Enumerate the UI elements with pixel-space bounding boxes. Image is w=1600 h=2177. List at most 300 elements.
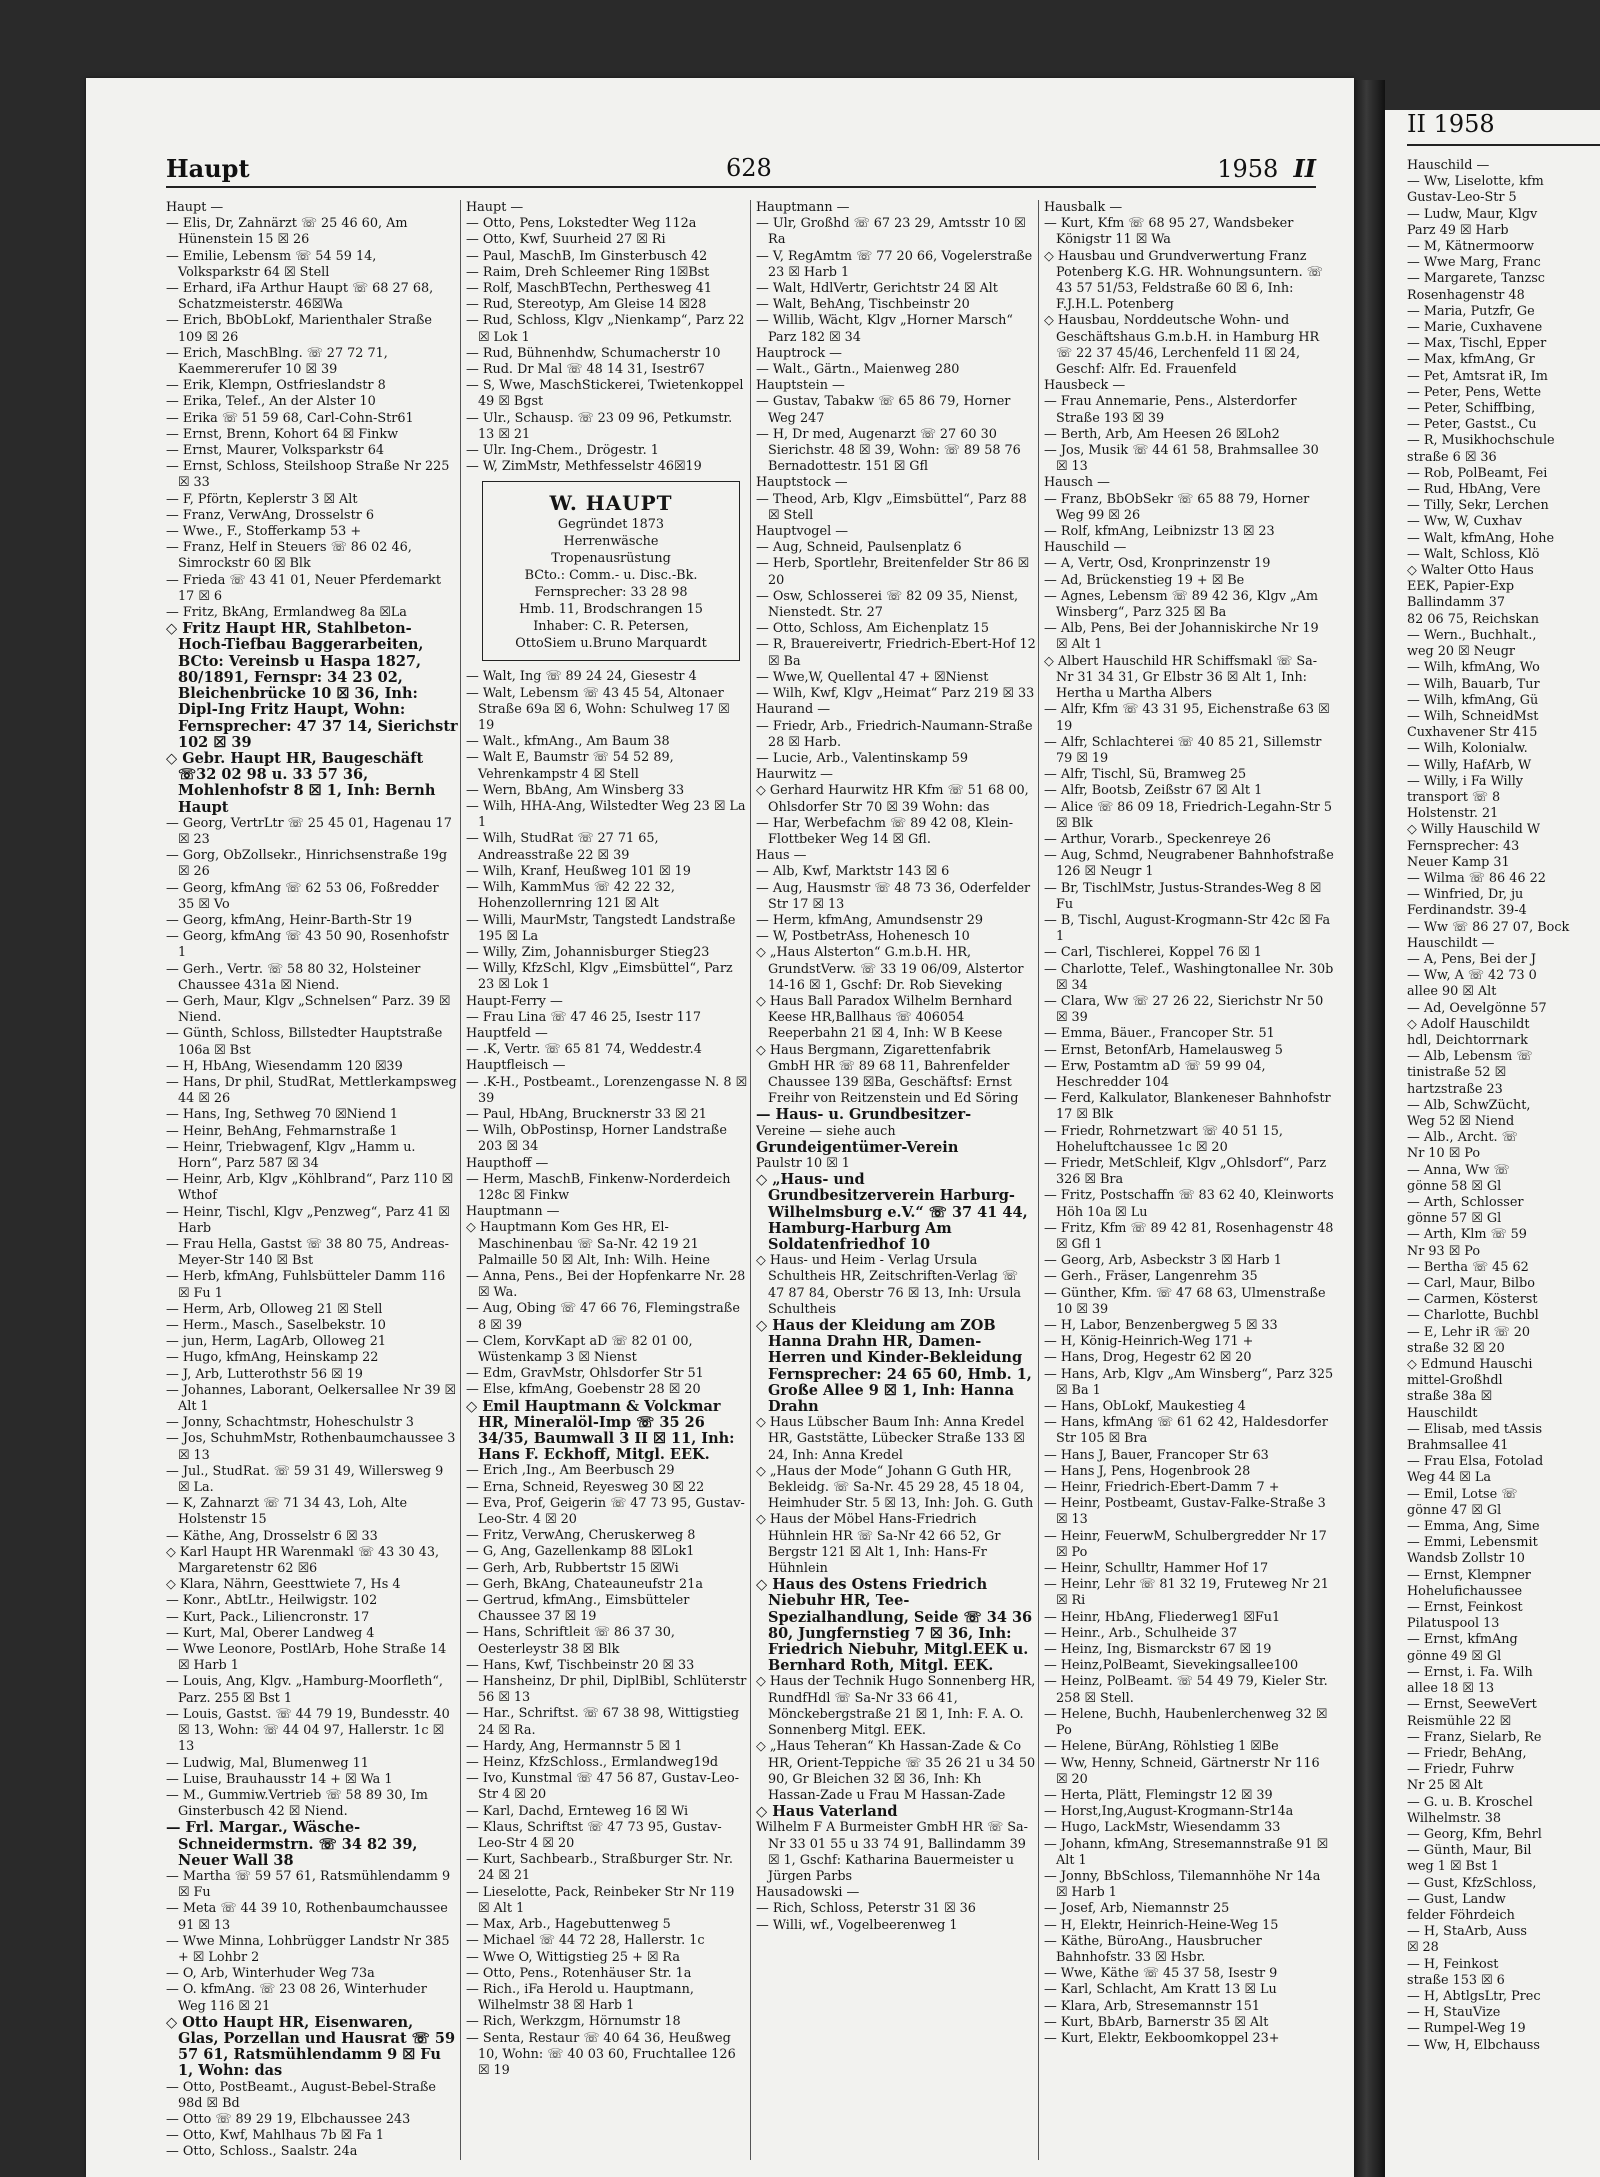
directory-entry: — Ivo, Kunstmal ☏ 47 56 87, Gustav-Leo-Str 4 ☒ 20 [466, 1771, 740, 1803]
directory-entry: Grundeigentümer-Verein [756, 1138, 959, 1156]
directory-entry: — Heinr, FeuerwM, Schulbergredder Nr 17 ☒ Po [1044, 1528, 1327, 1560]
directory-entry: — Jonny, Schachtmstr, Hoheschulstr 3 [166, 1415, 414, 1431]
directory-entry: — Alfr, Tischl, Sü, Bramweg 25 [1044, 767, 1247, 783]
directory-entry: Wilhelm F A Burmeister GmbH HR ☏ Sa-Nr 33 01 55 u 33 74 91, Ballindamm 39 ☒ 1, Gschf: Katharina Bauermeister u Jürgen Parbs [756, 1820, 1028, 1884]
surname-heading: Hauschild — [1044, 540, 1127, 556]
directory-entry: — Meta ☏ 44 39 10, Rothenbaumchaussee 91 ☒ 13 [166, 1901, 448, 1933]
surname-heading: Hauptfeld — [466, 1025, 548, 1041]
directory-entry: — Heinz, KfzSchloss., Ermlandweg19d [466, 1755, 719, 1771]
directory-entry: — Haus- u. Grundbesitzer- [756, 1106, 972, 1124]
directory-entry: — Franz, VerwAng, Drosselstr 6 [166, 507, 375, 523]
directory-entry: — Emilie, Lebensm ☏ 54 59 14, Volksparkstr 64 ☒ Stell [166, 248, 377, 280]
directory-entry: — Hans, Drog, Hegestr 62 ☒ 20 [1044, 1350, 1252, 1366]
directory-entry: — Käthe, BüroAng., Hausbrucher Bahnhofstr. 33 ☒ Hsbr. [1044, 1933, 1262, 1965]
directory-entry: — Anna, Pens., Bei der Hopfenkarre Nr. 28 ☒ Wa. [466, 1268, 746, 1301]
directory-entry: — H, Labor, Benzenbergweg 5 ☒ 33 [1044, 1318, 1278, 1334]
directory-entry: — Osw, Schlosserei ☏ 82 09 35, Nienst, Nienstedt. Str. 27 [756, 588, 1019, 621]
adjacent-page-line: — Ad, Oevelgönne 57 [1407, 1000, 1547, 1016]
directory-entry: — Kurt, Pack., Liliencronstr. 17 [166, 1609, 370, 1625]
column-1 [166, 200, 458, 2160]
directory-entry: — Erna, Schneid, Reyesweg 30 ☒ 22 [466, 1479, 705, 1495]
adjacent-page-line: — Peter, Gastst., Cu [1407, 417, 1537, 433]
adjacent-page-line: Ferdinandstr. 39-4 [1407, 903, 1527, 919]
adjacent-page-line: — Emma, Ang, Sime [1407, 1519, 1540, 1535]
directory-entry: ◇ Haus der Technik Hugo Sonnenberg HR, RundfHdl ☏ Sa-Nr 33 66 41, Mönckebergstraße 21 ☒ 1, Inh: F. A. O. Sonnenberg Mitgl. EEK. [756, 1674, 1036, 1739]
adjacent-page-line: Pilatuspool 13 [1407, 1616, 1500, 1632]
adjacent-page-line: ☒ 28 [1407, 1940, 1439, 1956]
surname-heading: Haurwitz — [756, 767, 833, 783]
directory-entry: — Erhard, iFa Arthur Haupt ☏ 68 27 68, Schatzmeisterstr. 46☒Wa [166, 281, 434, 313]
directory-entry: — Willy, Zim, Johannisburger Stieg23 [466, 944, 710, 960]
directory-entry: — Kurt, Sachbearb., Straßburger Str. Nr. 24 ☒ 21 [466, 1852, 733, 1884]
directory-entry: ◇ Haus der Kleidung am ZOB Hanna Drahn HR, Damen-Herren und Kinder-Bekleidung Fernsprecher: 24 65 60, Hmb. 1, Große Allee 9 ☒ 1, Inh: Hanna Drahn [756, 1317, 1032, 1416]
directory-entry: ◇ Hauptmann Kom Ges HR, El-Maschinenbau ☏ Sa-Nr. 42 19 21 Palmaille 50 ☒ Alt, Inh: Wilh. Heine [466, 1220, 710, 1268]
directory-entry: — Herm., Masch., Saselbekstr. 10 [166, 1318, 386, 1334]
advertisement-line: OttoSiem u.Bruno Marquardt [515, 636, 707, 652]
directory-entry: — Heinr, HbAng, Fliederweg1 ☒Fu1 [1044, 1609, 1281, 1625]
directory-entry: — H, Elektr, Heinrich-Heine-Weg 15 [1044, 1917, 1279, 1933]
adjacent-page-line: — Max, kfmAng, Gr [1407, 352, 1535, 368]
directory-entry: — Georg, kfmAng ☏ 43 50 90, Rosenhofstr 1 [166, 929, 449, 961]
directory-entry: — Alfr, Kfm ☏ 43 31 95, Eichenstraße 63 ☒ 19 [1044, 702, 1330, 734]
directory-entry: — Hans, Dr phil, StudRat, Mettlerkampsweg 44 ☒ 26 [166, 1074, 457, 1107]
directory-entry: — Wwe Leonore, PostlArb, Hohe Straße 14 ☒ Harb 1 [166, 1642, 447, 1674]
directory-entry: — Otto, Kwf, Suurheid 27 ☒ Ri [466, 232, 666, 248]
surname-heading: Hausbeck — [1044, 378, 1126, 394]
directory-entry: — Otto ☏ 89 29 19, Elbchaussee 243 [166, 2111, 411, 2127]
directory-entry: — Konr., AbtLtr., Heilwigstr. 102 [166, 1593, 378, 1609]
directory-entry: — Erich ,Ing., Am Beerbusch 29 [466, 1463, 675, 1479]
adjacent-page-line: gönne 47 ☒ Gl [1407, 1502, 1502, 1518]
directory-entry: — Erik, Klempn, Ostfrieslandstr 8 [166, 378, 386, 394]
directory-entry: — Wwe O, Wittigstieg 25 + ☒ Ra [466, 1949, 680, 1965]
adjacent-page-line: — A, Pens, Bei der J [1407, 951, 1537, 967]
surname-heading: Hauptrock — [756, 345, 842, 361]
directory-entry: — Karl, Dachd, Ernteweg 16 ☒ Wi [466, 1803, 689, 1819]
directory-entry: — Jonny, BbSchloss, Tilemannhöhe Nr 14a ☒ Harb 1 [1044, 1868, 1321, 1901]
directory-entry: — Hansheinz, Dr phil, DiplBibl, Schlüterstr 56 ☒ 13 [466, 1674, 747, 1706]
directory-entry: ◇ Haus des Ostens Friedrich Niebuhr HR, Tee-Spezialhandlung, Seide ☏ 34 36 80, Jungfernstieg 7 ☒ 36, Inh: Friedrich Niebuhr, Mitgl.EEK u. Bernhard Roth, Mitgl. EEK. [756, 1576, 1033, 1675]
directory-entry: — Aug, Hausmstr ☏ 48 73 36, Oderfelder Str 17 ☒ 13 [756, 880, 1031, 912]
adjacent-page-line: — Günth, Maur, Bil [1407, 1843, 1532, 1859]
directory-entry: — Walt, BehAng, Tischbeinstr 20 [756, 297, 970, 313]
directory-entry: — Hugo, kfmAng, Heinskamp 22 [166, 1350, 379, 1366]
directory-entry: — Wilh, StudRat ☏ 27 71 65, Andreasstraße 22 ☒ 39 [466, 831, 659, 863]
column-4 [1044, 200, 1334, 2160]
directory-entry: — jun, Herm, LagArb, Olloweg 21 [166, 1334, 387, 1350]
page-year [1217, 154, 1316, 183]
adjacent-page-line: — Carl, Maur, Bilbo [1407, 1276, 1535, 1292]
adjacent-page-line: ◇ Willy Hauschild W [1407, 822, 1541, 838]
adjacent-page-line: — Max, Tischl, Epper [1407, 336, 1547, 352]
adjacent-page-line: Hauschildt [1407, 1405, 1478, 1421]
adjacent-page-line: mittel-Großhdl [1407, 1373, 1503, 1389]
directory-entry: — Alfr, Bootsb, Zeißstr 67 ☒ Alt 1 [1044, 783, 1263, 799]
adjacent-page-line: — Franz, Sielarb, Re [1407, 1729, 1542, 1745]
directory-entry: — Hans J, Bauer, Francoper Str 63 [1044, 1447, 1269, 1463]
page-number: 628 [726, 154, 772, 182]
adjacent-page-line: — Rud, HbAng, Vere [1407, 482, 1541, 498]
directory-entry: — Hans, Arb, Klgv „Am Winsberg“, Parz 325 ☒ Ba 1 [1044, 1366, 1334, 1398]
adjacent-page-line: — Wilma ☏ 86 46 22 [1407, 870, 1546, 886]
adjacent-page-line: hartzstraße 23 [1407, 1081, 1503, 1097]
adjacent-page-line: Wilhelmstr. 38 [1407, 1810, 1501, 1826]
adjacent-page-line: Fernsprecher: 43 [1407, 838, 1520, 854]
adjacent-page-line: Hauschild — [1407, 158, 1490, 173]
directory-entry: — Ad, Brückenstieg 19 + ☒ Be [1044, 572, 1245, 588]
directory-entry: ◇ Haus Vaterland [756, 1803, 898, 1821]
adjacent-page-line: Cuxhavener Str 415 [1407, 725, 1538, 741]
directory-entry: — Wwe., F., Stofferkamp 53 + [166, 524, 362, 540]
directory-entry: — Heinr, Friedrich-Ebert-Damm 7 + [1044, 1480, 1280, 1496]
adjacent-page-line: — Arth, Schlosser [1407, 1195, 1524, 1210]
directory-entry: — Heinr, Arb, Klgv „Köhlbrand“, Parz 110 ☒ Wthof [166, 1172, 454, 1204]
surname-heading: Hausch — [1044, 475, 1110, 491]
directory-entry: — Frieda ☏ 43 41 01, Neuer Pferdemarkt 17 ☒ 6 [166, 572, 441, 604]
adjacent-page-line: Brahmsallee 41 [1407, 1438, 1509, 1454]
adjacent-page-line: — R, Musikhochschule [1407, 433, 1555, 449]
directory-entry: — Heinr, Triebwagenf, Klgv „Hamm u. Horn“, Parz 587 ☒ 34 [166, 1139, 416, 1171]
directory-entry: — Rud. Dr Mal ☏ 48 14 31, Isestr67 [466, 362, 705, 378]
adjacent-page-line: — Marie, Cuxhavene [1407, 320, 1543, 336]
directory-entry: — Gerh., Fräser, Langenrehm 35 [1044, 1269, 1258, 1285]
surname-heading: Hauptfleisch — [466, 1058, 566, 1074]
directory-entry: — Fritz, Postschaffn ☏ 83 62 40, Kleinworts Höh 10a ☒ Lu [1044, 1188, 1334, 1220]
directory-entry: ◇ Karl Haupt HR Warenmakl ☏ 43 30 43, Margaretenstr 62 ☒6 [166, 1544, 440, 1577]
directory-entry: — Martha ☏ 59 57 61, Ratsmühlendamm 9 ☒ Fu [166, 1868, 451, 1901]
adjacent-page-line: ◇ Walter Otto Haus [1407, 563, 1534, 579]
directory-entry: — Gerh., Vertr. ☏ 58 80 32, Holsteiner Chaussee 431a ☒ Niend. [166, 961, 421, 993]
directory-entry: — Gerh, Maur, Klgv „Schnelsen“ Parz. 39 ☒ Niend. [166, 993, 451, 1026]
directory-entry: — Rolf, MaschBTechn, Perthesweg 41 [466, 281, 713, 297]
directory-entry: — Ulr. Ing-Chem., Drögestr. 1 [466, 443, 659, 459]
surname-heading: Haupthoff — [466, 1155, 549, 1171]
book-gutter [1354, 80, 1385, 2177]
adjacent-page-line: — Rumpel-Weg 19 [1407, 2021, 1526, 2037]
directory-entry: — Hugo, LackMstr, Wiesendamm 33 [1044, 1820, 1281, 1836]
directory-entry: — Ernst, Brenn, Kohort 64 ☒ Finkw [166, 426, 399, 442]
adjacent-page-line: Hohelufichaussee [1407, 1583, 1523, 1599]
adjacent-page-line: — G. u. B. Kroschel [1407, 1794, 1533, 1810]
directory-entry: — Heinz, Ing, Bismarckstr 67 ☒ 19 [1044, 1642, 1272, 1658]
directory-entry: — Frau Annemarie, Pens., Alsterdorfer Straße 193 ☒ 39 [1044, 394, 1297, 426]
directory-entry: — Erw, Postamtm aD ☏ 59 99 04, Heschredder 104 [1044, 1058, 1266, 1090]
directory-entry: — Walt, HdlVertr, Gerichtstr 24 ☒ Alt [756, 281, 998, 297]
adjacent-page-line: allee 18 ☒ 13 [1407, 1681, 1495, 1697]
directory-entry: — Willib, Wächt, Klgv „Horner Marsch“ Parz 182 ☒ 34 [756, 313, 1013, 345]
directory-entry: — Lucie, Arb., Valentinskamp 59 [756, 750, 969, 766]
directory-entry: — Max, Arb., Hagebuttenweg 5 [466, 1917, 671, 1933]
directory-entry: — Otto, Schloss, Am Eichenplatz 15 [756, 621, 989, 637]
directory-entry: — Wilh, HHA-Ang, Wilstedter Weg 23 ☒ La 1 [466, 799, 746, 831]
directory-entry: — Alb, Kwf, Marktstr 143 ☒ 6 [756, 864, 950, 880]
directory-entry: — F, Pförtn, Keplerstr 3 ☒ Alt [166, 491, 358, 507]
directory-entry: — Johann, kfmAng, Stresemannstraße 91 ☒ Alt 1 [1044, 1836, 1329, 1868]
adjacent-page-line: — Pet, Amtsrat iR, Im [1407, 368, 1548, 384]
directory-entry: — Paul, MaschB, Im Ginsterbusch 42 [466, 248, 708, 264]
surname-heading: Haupt — [466, 200, 524, 215]
adjacent-page-line: Rosenhagenstr 48 [1407, 287, 1525, 303]
directory-entry: — Hans, ObLokf, Maukestieg 4 [1044, 1399, 1246, 1415]
directory-entry: — Friedr, Arb., Friedrich-Naumann-Straße 28 ☒ Harb. [756, 718, 1033, 750]
adjacent-page-line: — Peter, Pens, Wette [1407, 384, 1542, 400]
adjacent-page-line: — Wilh, kfmAng, Wo [1407, 660, 1540, 676]
directory-entry: — Käthe, Ang, Drosselstr 6 ☒ 33 [166, 1528, 378, 1544]
adjacent-page-line: — Margarete, Tanzsc [1407, 271, 1545, 287]
directory-entry: ◇ „Haus der Mode“ Johann G Guth HR, Bekleidg. ☏ Sa-Nr. 45 29 28, 45 18 04, Heimhuder Str. 5 ☒ 13, Inh: Joh. G. Guth [756, 1463, 1034, 1512]
directory-entry: — H, Dr med, Augenarzt ☏ 27 60 30 Sierichstr. 48 ☒ 39, Wohn: ☏ 89 58 76 Bernadottestr. 151 ☒ Gfl [756, 426, 1021, 475]
adjacent-page-line: — Anna, Ww ☏ [1407, 1162, 1510, 1178]
directory-entry: — Georg, kfmAng, Heinr-Barth-Str 19 [166, 912, 412, 928]
adjacent-page-line: ◇ Edmund Hauschi [1407, 1357, 1533, 1373]
directory-entry: — Klaus, Schriftst ☏ 47 73 95, Gustav-Leo-Str 4 ☒ 20 [466, 1819, 722, 1852]
directory-entry: — W, ZimMstr, Methfesselstr 46☒19 [466, 459, 702, 475]
adjacent-page-line: — H, StaArb, Auss [1407, 1924, 1528, 1940]
directory-entry: — Wilh, Kranf, Heußweg 101 ☒ 19 [466, 863, 691, 879]
directory-entry: — Otto, PostBeamt., August-Bebel-Straße 98d ☒ Bd [166, 2079, 436, 2111]
directory-entry: — Hans, Ing, Sethweg 70 ☒Niend 1 [166, 1107, 399, 1123]
directory-entry: ◇ Haus- und Heim - Verlag Ursula Schultheis HR, Zeitschriften-Verlag ☏ 47 87 84, Oberstr 76 ☒ 13, Inh: Ursula Schultheis [756, 1253, 1022, 1317]
adjacent-page-line: Ballindamm 37 [1407, 595, 1505, 611]
directory-entry: — Horst,Ing,August-Krogmann-Str14a [1044, 1804, 1294, 1820]
directory-entry: — Fritz, VerwAng, Cheruskerweg 8 [466, 1528, 696, 1544]
adjacent-page-line: — Georg, Kfm, Behrl [1407, 1826, 1542, 1842]
adjacent-page-line: — Charlotte, Buchbl [1407, 1308, 1539, 1324]
advertisement-line: Hmb. 11, Brodschrangen 15 [519, 602, 703, 618]
directory-entry: — .K, Vertr. ☏ 65 81 74, Weddestr.4 [466, 1042, 702, 1058]
directory-entry: — Raim, Dreh Schleemer Ring 1☒Bst [466, 264, 710, 280]
directory-entry: ◇ Haus Bergmann, Zigarettenfabrik GmbH HR ☏ 89 68 11, Bahrenfelder Chaussee 139 ☒Ba, Geschäftsf: Ernst Freihr von Reitzenstein und Ed Söring [756, 1042, 1019, 1107]
adjacent-page-line: — Carmen, Kösterst [1407, 1292, 1538, 1308]
adjacent-page-line: — Wilh, Bauarb, Tur [1407, 676, 1540, 692]
column-rule [1038, 200, 1039, 2160]
directory-entry: — Heinz, PolBeamt. ☏ 54 49 79, Kieler Str. 258 ☒ Stell. [1044, 1674, 1328, 1706]
adjacent-page-line: — Friedr, BehAng, [1407, 1745, 1527, 1761]
directory-entry: — Heinr, Tischl, Klgv „Penzweg“, Parz 41 ☒ Harb [166, 1204, 450, 1236]
adjacent-page-line: straße 153 ☒ 6 [1407, 1972, 1505, 1988]
directory-entry: — Wilh, ObPostinsp, Horner Landstraße 203 ☒ 34 [466, 1123, 727, 1155]
directory-entry: — W, PostbetrAss, Hohenesch 10 [756, 929, 970, 945]
directory-entry: — Heinz,PolBeamt, Sievekingsallee100 [1044, 1658, 1299, 1674]
adjacent-page-line: — Willy, i Fa Willy [1407, 773, 1524, 789]
directory-entry: ◇ „Haus- und Grundbesitzerverein Harburg-Wilhelmsburg e.V.“ ☏ 37 41 44, Hamburg-Harburg Am Soldatenfriedhof 10 [756, 1171, 1028, 1253]
directory-entry: — Wern, BbAng, Am Winsberg 33 [466, 782, 685, 798]
directory-entry: — Georg, Arb, Asbeckstr 3 ☒ Harb 1 [1044, 1253, 1282, 1269]
directory-entry: — Ulr, Großhd ☏ 67 23 29, Amtsstr 10 ☒ Ra [756, 216, 1026, 248]
adjacent-page-line: — Friedr, Fuhrw [1407, 1762, 1514, 1778]
advertisement-line: Fernsprecher: 33 28 98 [534, 585, 688, 601]
adjacent-page-column [1407, 158, 1600, 2054]
advertisement-line: Gegründet 1873 [557, 517, 665, 533]
adjacent-page-line: — Ernst, SeeweVert [1407, 1697, 1537, 1713]
adjacent-page-line: — Wern., Buchhalt., [1407, 627, 1537, 643]
advertisement-line: Herrenwäsche [563, 534, 659, 550]
adjacent-page-line: Nr 93 ☒ Po [1407, 1243, 1481, 1259]
adjacent-page-line: Reismühle 22 ☒ [1407, 1713, 1512, 1729]
adjacent-page-line: Nr 25 ☒ Alt [1407, 1778, 1483, 1794]
adjacent-page-line: — H, Feinkost [1407, 1956, 1499, 1972]
directory-entry: — Erich, BbObLokf, Marienthaler Straße 109 ☒ 26 [166, 313, 433, 345]
directory-entry: ◇ Emil Hauptmann & Volckmar HR, Mineralöl-Imp ☏ 35 26 34/35, Baumwall 3 II ☒ 11, Inh: Hans F. Eckhoff, Mitgl. EEK. [466, 1397, 735, 1464]
directory-entry: — Hans, Kwf, Tischbeinstr 20 ☒ 33 [466, 1657, 695, 1673]
directory-entry: — V, RegAmtm ☏ 77 20 66, Vogelerstraße 23 ☒ Harb 1 [756, 248, 1033, 280]
directory-entry: — R, Brauereivertr, Friedrich-Ebert-Hof 12 ☒ Ba [756, 637, 1036, 669]
directory-entry: — Günther, Kfm. ☏ 47 68 63, Ulmenstraße 10 ☒ 39 [1044, 1285, 1326, 1317]
adjacent-page-line: Holstenstr. 21 [1407, 806, 1499, 822]
directory-entry: — Klara, Arb, Stresemannstr 151 [1044, 1998, 1261, 2014]
directory-entry: — Hardy, Ang, Hermannstr 5 ☒ 1 [466, 1738, 683, 1754]
adjacent-page-line: — Wilh, kfmAng, Gü [1407, 692, 1539, 708]
adjacent-page-line: — Frau Elsa, Fotolad [1407, 1454, 1544, 1470]
directory-entry: ◇ „Haus Alsterton“ G.m.b.H. HR, GrundstVerw. ☏ 33 19 06/09, Alstertor 14-16 ☒ 1, Gschf: Dr. Rob Sieveking [756, 945, 1024, 993]
surname-heading: Hauptmann — [756, 200, 850, 215]
adjacent-page-line: — Emmi, Lebensmit [1407, 1535, 1538, 1551]
adjacent-page-line: EEK, Papier-Exp [1407, 579, 1515, 595]
directory-entry: — Heinr, Schulltr, Hammer Hof 17 [1044, 1561, 1269, 1577]
adjacent-page-line: — Arth, Klm ☏ 59 [1407, 1227, 1527, 1243]
adjacent-page-line: straße 38a ☒ [1407, 1389, 1493, 1405]
adjacent-page-line: — Ernst, i. Fa. Wilh [1407, 1664, 1533, 1680]
directory-entry: — Kurt, Elektr, Eekboomkoppel 23+ [1044, 2030, 1280, 2046]
adjacent-page-line: weg 20 ☒ Neugr [1407, 644, 1515, 660]
surname-heading: Hauptstock — [756, 475, 848, 491]
directory-entry: — Emma, Bäuer., Francoper Str. 51 [1044, 1026, 1275, 1042]
directory-entry: — Hans, kfmAng ☏ 61 62 42, Haldesdorfer Str 105 ☒ Bra [1044, 1415, 1328, 1447]
adjacent-page-line: — Gust, KfzSchloss, [1407, 1875, 1537, 1891]
adjacent-page-line: allee 90 ☒ Alt [1407, 984, 1497, 1000]
directory-entry: — Gerh, Arb, Rubbertstr 15 ☒Wi [466, 1560, 679, 1576]
surname-heading: Hausbalk — [1044, 200, 1123, 215]
directory-entry: — Har., Schriftst. ☏ 67 38 98, Wittigstieg 24 ☒ Ra. [466, 1706, 740, 1738]
adjacent-page-line: — Ludw, Maur, Klgv [1407, 206, 1538, 222]
adjacent-page-line: 82 06 75, Reichskan [1407, 611, 1540, 627]
adjacent-page-line: gönne 58 ☒ Gl [1407, 1178, 1502, 1194]
directory-entry: — Günth, Schloss, Billstedter Hauptstraße 106a ☒ Bst [166, 1026, 443, 1058]
surname-heading: Haus — [756, 848, 807, 864]
adjacent-page-line: — E, Lehr iR ☏ 20 [1407, 1324, 1530, 1340]
directory-entry: — Rich., iFa Herold u. Hauptmann, Wilhelmstr 38 ☒ Harb 1 [466, 1981, 694, 2014]
directory-entry: — Ernst, BetonfArb, Hamelausweg 5 [1044, 1042, 1283, 1058]
adjacent-page-line: — Maria, Putzfr, Ge [1407, 303, 1535, 319]
adjacent-page-line: — Ww, W, Cuxhav [1407, 514, 1522, 530]
adjacent-page-line: Nr 10 ☒ Po [1407, 1146, 1481, 1162]
directory-entry: — Kurt, Mal, Oberer Landweg 4 [166, 1625, 375, 1641]
surname-heading: Hauptmann — [466, 1204, 560, 1220]
adjacent-page-line: — Emil, Lotse ☏ [1407, 1486, 1518, 1502]
adjacent-page-line: Wandsb Zollstr 10 [1407, 1551, 1525, 1567]
adjacent-page-line: felder Föhrdeich [1407, 1907, 1515, 1923]
directory-entry: — Ww, Henny, Schneid, Gärtnerstr Nr 116 ☒ 20 [1044, 1755, 1320, 1787]
adjacent-page-line: Neuer Kamp 31 [1407, 854, 1510, 870]
adjacent-page-line: weg 1 ☒ Bst 1 [1407, 1859, 1499, 1875]
directory-entry: — Paul, HbAng, Brucknerstr 33 ☒ 21 [466, 1106, 707, 1122]
directory-entry: — Rud, Schloss, Klgv „Nienkamp“, Parz 22 ☒ Lok 1 [466, 313, 745, 345]
directory-entry: — Herb, kfmAng, Fuhlsbütteler Damm 116 ☒ Fu 1 [166, 1269, 446, 1301]
adjacent-page-line: — Ernst, kfmAng [1407, 1632, 1518, 1648]
directory-entry: — Helene, Buchh, Haubenlerchenweg 32 ☒ Po [1044, 1706, 1328, 1739]
directory-entry: — Franz, BbObSekr ☏ 65 88 79, Horner Weg 99 ☒ 26 [1044, 491, 1310, 523]
directory-entry: — Aug, Schneid, Paulsenplatz 6 [756, 540, 962, 556]
directory-entry: — Georg, kfmAng ☏ 62 53 06, Foßredder 35 ☒ Vo [166, 880, 439, 912]
directory-entry: ◇ Gebr. Haupt HR, Baugeschäft ☏32 02 98 u. 33 57 36, Mohlenhofstr 8 ☒ 1, Inh: Bernh Haupt [166, 749, 436, 816]
advertisement-line: Inhaber: C. R. Petersen, [533, 619, 689, 635]
directory-entry: — Herm, Arb, Olloweg 21 ☒ Stell [166, 1301, 383, 1317]
directory-entry: — Ulr., Schausp. ☏ 23 09 96, Petkumstr. 13 ☒ 21 [466, 410, 733, 442]
directory-entry: — K, Zahnarzt ☏ 71 34 43, Loh, Alte Holstenstr 15 [166, 1496, 408, 1528]
directory-entry: — Louis, Ang, Klgv. „Hamburg-Moorfleth“, Parz. 255 ☒ Bst 1 [166, 1674, 443, 1706]
advertisement-line: BCto.: Comm.- u. Disc.-Bk. [524, 568, 698, 584]
directory-entry: — Willi, MaurMstr, Tangstedt Landstraße 195 ☒ La [466, 912, 736, 944]
directory-entry: ◇ Klara, Nährn, Geesttwiete 7, Hs 4 [166, 1577, 401, 1593]
directory-entry: — Frau Hella, Gastst ☏ 38 80 75, Andreas-Meyer-Str 140 ☒ Bst [166, 1237, 449, 1269]
directory-entry: — Wwe, Käthe ☏ 45 37 58, Isestr 9 [1044, 1966, 1278, 1982]
directory-entry: — Hans, Schriftleit ☏ 86 37 30, Oesterleystr 38 ☒ Blk [466, 1625, 675, 1657]
directory-entry: — Gustav, Tabakw ☏ 65 86 79, Horner Weg 247 [756, 394, 1011, 426]
directory-entry: — Else, kfmAng, Goebenstr 28 ☒ 20 [466, 1382, 701, 1398]
surname-heading: Hauptstein — [756, 378, 845, 394]
directory-entry: ◇ Fritz Haupt HR, Stahlbeton-Hoch-Tiefbau Baggerarbeiten, BCto: Vereinsb u Haspa 1827, 80/1891, Fernspr: 34 23 02, Bleichenbrücke 10 ☒ 36, Inh: Dipl-Ing Fritz Haupt, Wohn: Fernsprecher: 47 37 14, Sierichstr 102 ☒ 39 [166, 620, 458, 751]
directory-entry: — Erika, Telef., An der Alster 10 [166, 394, 376, 410]
adjacent-page-line: — Ww, A ☏ 42 73 0 [1407, 968, 1537, 984]
adjacent-page-line: — Winfried, Dr, ju [1407, 887, 1524, 903]
directory-entry: — Jul., StudRat. ☏ 59 31 49, Willersweg 9 ☒ La. [166, 1463, 444, 1496]
advertisement-title: W. HAUPT [549, 491, 673, 516]
directory-entry: — Alfr, Schlachterei ☏ 40 85 21, Sillemstr 79 ☒ 19 [1044, 734, 1322, 766]
directory-entry: — Elis, Dr, Zahnärzt ☏ 25 46 60, Am Hünenstein 15 ☒ 26 [166, 216, 408, 248]
directory-entry: — Rolf, kfmAng, Leibnizstr 13 ☒ 23 [1044, 524, 1275, 540]
directory-entry: — Frau Lina ☏ 47 46 25, Isestr 117 [466, 1009, 702, 1025]
directory-entry: — Walt., kfmAng., Am Baum 38 [466, 734, 670, 750]
directory-entry: — Ludwig, Mal, Blumenweg 11 [166, 1755, 369, 1771]
adjacent-page-header: II 1958 [1407, 110, 1600, 146]
adjacent-page-line: tinistraße 52 ☒ [1407, 1065, 1507, 1081]
adjacent-page-line: Weg 44 ☒ La [1407, 1470, 1491, 1486]
directory-entry: — Theod, Arb, Klgv „Eimsbüttel“, Parz 88 ☒ Stell [756, 491, 1027, 523]
adjacent-page-line: — Alb., Archt. ☏ [1407, 1130, 1518, 1146]
directory-entry: — Eva, Prof, Geigerin ☏ 47 73 95, Gustav-Leo-Str. 4 ☒ 20 [466, 1495, 745, 1528]
directory-entry: — Willi, wf., Vogelbeerenweg 1 [756, 1917, 958, 1933]
column-rule [460, 200, 461, 2160]
adjacent-page-line: — Ernst, Feinkost [1407, 1600, 1523, 1616]
directory-entry: — Helene, BürAng, Röhlstieg 1 ☒Be [1044, 1739, 1279, 1755]
directory-entry: — Luise, Brauhausstr 14 + ☒ Wa 1 [166, 1771, 393, 1787]
directory-entry: — Herm, kfmAng, Amundsenstr 29 [756, 912, 984, 928]
directory-entry: — Walt, Lebensm ☏ 43 45 54, Altonaer Straße 69a ☒ 6, Wohn: Schulweg 17 ☒ 19 [466, 685, 730, 734]
adjacent-page-line: — H, AbtlgsLtr, Prec [1407, 1988, 1541, 2004]
directory-entry: — Willy, KfzSchl, Klgv „Eimsbüttel“, Parz 23 ☒ Lok 1 [466, 961, 733, 993]
directory-entry: — Alb, Pens, Bei der Johanniskirche Nr 19 ☒ Alt 1 [1044, 621, 1319, 653]
directory-entry: ◇ Hausbau, Norddeutsche Wohn- und Geschäftshaus G.m.b.H. in Hamburg HR ☏ 22 37 45/46, Lerchenfeld 11 ☒ 24, Geschf: Alfr. Ed. Frauenfeld [1044, 313, 1320, 378]
directory-entry: — Charlotte, Telef., Washingtonallee Nr. 30b ☒ 34 [1044, 961, 1334, 993]
directory-entry: — Josef, Arb, Niemannstr 25 [1044, 1901, 1230, 1917]
adjacent-page-line: — Gust, Landw [1407, 1891, 1506, 1907]
directory-entry: — Herm, MaschB, Finkenw-Norderdeich 128c ☒ Finkw [466, 1171, 731, 1203]
surname-heading: Haupt-Ferry — [466, 993, 563, 1009]
adjacent-page-line: — Ww, Liselotte, kfm [1407, 174, 1544, 190]
running-head: Haupt [166, 154, 250, 183]
adjacent-page-line: — H, StauVize [1407, 2005, 1501, 2021]
directory-entry: ◇ „Haus Teheran“ Kh Hassan-Zade & Co HR, Orient-Teppiche ☏ 35 26 21 u 34 50 90, Gr Bleichen 32 ☒ 36, Inh: Kh Hassan-Zade u Frau M Hassan-Zade [756, 1739, 1036, 1803]
adjacent-page-line: — Ww, H, Elbchauss [1407, 2037, 1540, 2053]
adjacent-page-line: — Walt, Schloss, Klö [1407, 546, 1540, 562]
directory-entry: — Ferd, Kalkulator, Blankeneser Bahnhofstr 17 ☒ Blk [1044, 1091, 1331, 1123]
directory-entry: — Friedr, Rohrnetzwart ☏ 40 51 15, Hoheluftchaussee 1c ☒ 20 [1044, 1123, 1283, 1155]
directory-entry: ◇ Haus der Möbel Hans-Friedrich Hühnlein HR ☏ Sa-Nr 42 66 52, Gr Bergstr 121 ☒ Alt 1, Inh: Hans-Fr Hühnlein [756, 1512, 1001, 1577]
year: 1958 [1217, 155, 1279, 183]
directory-entry: — Walt., Gärtn., Maienweg 280 [756, 362, 960, 378]
directory-entry: — J, Arb, Lutterothstr 56 ☒ 19 [166, 1366, 363, 1382]
adjacent-page-line: — Bertha ☏ 45 62 [1407, 1259, 1529, 1275]
